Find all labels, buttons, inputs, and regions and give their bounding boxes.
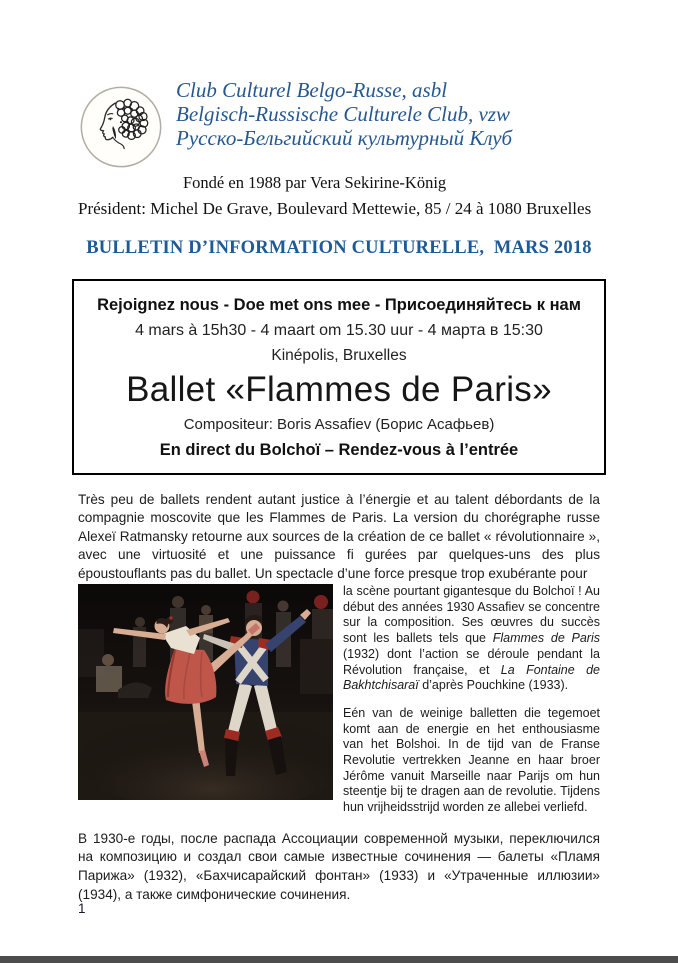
club-name-dutch: Belgisch-Russische Culturele Club, vzw — [176, 102, 511, 126]
fr-wrap-text-2: (1932) dont l’action se déroule pendant la Révolution française, et — [343, 646, 600, 677]
fr-wrap-text-3: d’après Pouchkine (1933). — [418, 678, 569, 693]
club-name-french: Club Culturel Belgo-Russe, asbl — [176, 78, 448, 102]
bulletin-title: BULLETIN D’INFORMATION CULTURELLE, MARS 2018 — [86, 238, 592, 258]
flammes-de-paris-ballet-photo — [78, 584, 333, 800]
wrapped-text-column — [343, 584, 600, 816]
club-name-russian: Русско-Бельгийский культурный Клуб — [176, 126, 513, 150]
fr-wrap-title-italic-2: La Fontaine de Bakhtchisaraï — [343, 662, 600, 693]
fr-wrap-text-1: la scène pourtant gigantesque du Bolchoï ! Au début des années 1930 Assafiev se concentre sur la composition. Ses œuvres du succès sont les ballets tels que — [343, 584, 600, 646]
photo-and-text-row — [78, 584, 600, 816]
paragraph-french-continued — [343, 584, 600, 694]
paragraph-french-intro: Très peu de ballets rendent autant justice à l’énergie et au talent débordants de la compagnie moscovite que les Flammes de Paris. La version du chorégraphe russe Alexeï Ratmansky retourne aux sources de la création de ce ballet « révolutionnaire », avec une virtuosité et une puissance fi gurées par quelques-uns des plus époustouflants pas du ballet. Un spectacle d’une force presque trop exubérante pour — [78, 492, 600, 581]
event-title: Ballet «Flammes de Paris» — [126, 370, 552, 409]
president-line: Président: Michel De Grave, Boulevard Mettewie, 85 / 24 à 1080 Bruxelles — [78, 199, 592, 218]
page-number: 1 — [78, 901, 86, 916]
club-names — [176, 78, 512, 150]
event-composer-line: Compositeur: Boris Assafiev (Борис Асафьев) — [183, 416, 495, 433]
header — [78, 78, 600, 170]
event-announcement-box — [72, 279, 606, 475]
event-datetime-line: 4 mars à 15h30 - 4 maart om 15.30 uur - 4 марта в 15:30 — [135, 322, 543, 339]
event-broadcast-line: En direct du Bolchoï – Rendez-vous à l’entrée — [159, 441, 519, 459]
pushkin-profile-logo-icon — [78, 84, 164, 170]
founded-line: Fondé en 1988 par Vera Sekirine-König — [183, 173, 447, 192]
paragraph-dutch: Eén van de weinige balletten die tegemoet komt aan de energie en het enthousiasme van het Bolshoi. In de tijd van de Franse Revolutie vertrekken Jeanne en haar broer Jérôme vanuit Marseille naar Parijs om hun steentje bij te dragen aan de revolutie. Tijdens hun vrijheidsstrijd worden ze allebei verliefd. — [343, 705, 600, 815]
event-join-line: Rejoignez nous - Doe met ons mee - Присоединяйтесь к нам — [97, 296, 581, 314]
page-content — [78, 0, 600, 904]
page-bottom-edge — [0, 956, 678, 963]
fr-wrap-title-italic-1: Flammes de Paris — [492, 631, 600, 646]
event-venue-line: Kinépolis, Bruxelles — [271, 347, 407, 364]
paragraph-russian: В 1930-е годы, после распада Ассоциации современной музыки, переключился на композицию и создал свои самые известные сочинения — балеты «Пламя Парижа» (1932), «Бахчисарайский фонтан» (1933) и «Утраченные иллюзии» (1934), а также симфонические сочинения. — [78, 830, 600, 902]
